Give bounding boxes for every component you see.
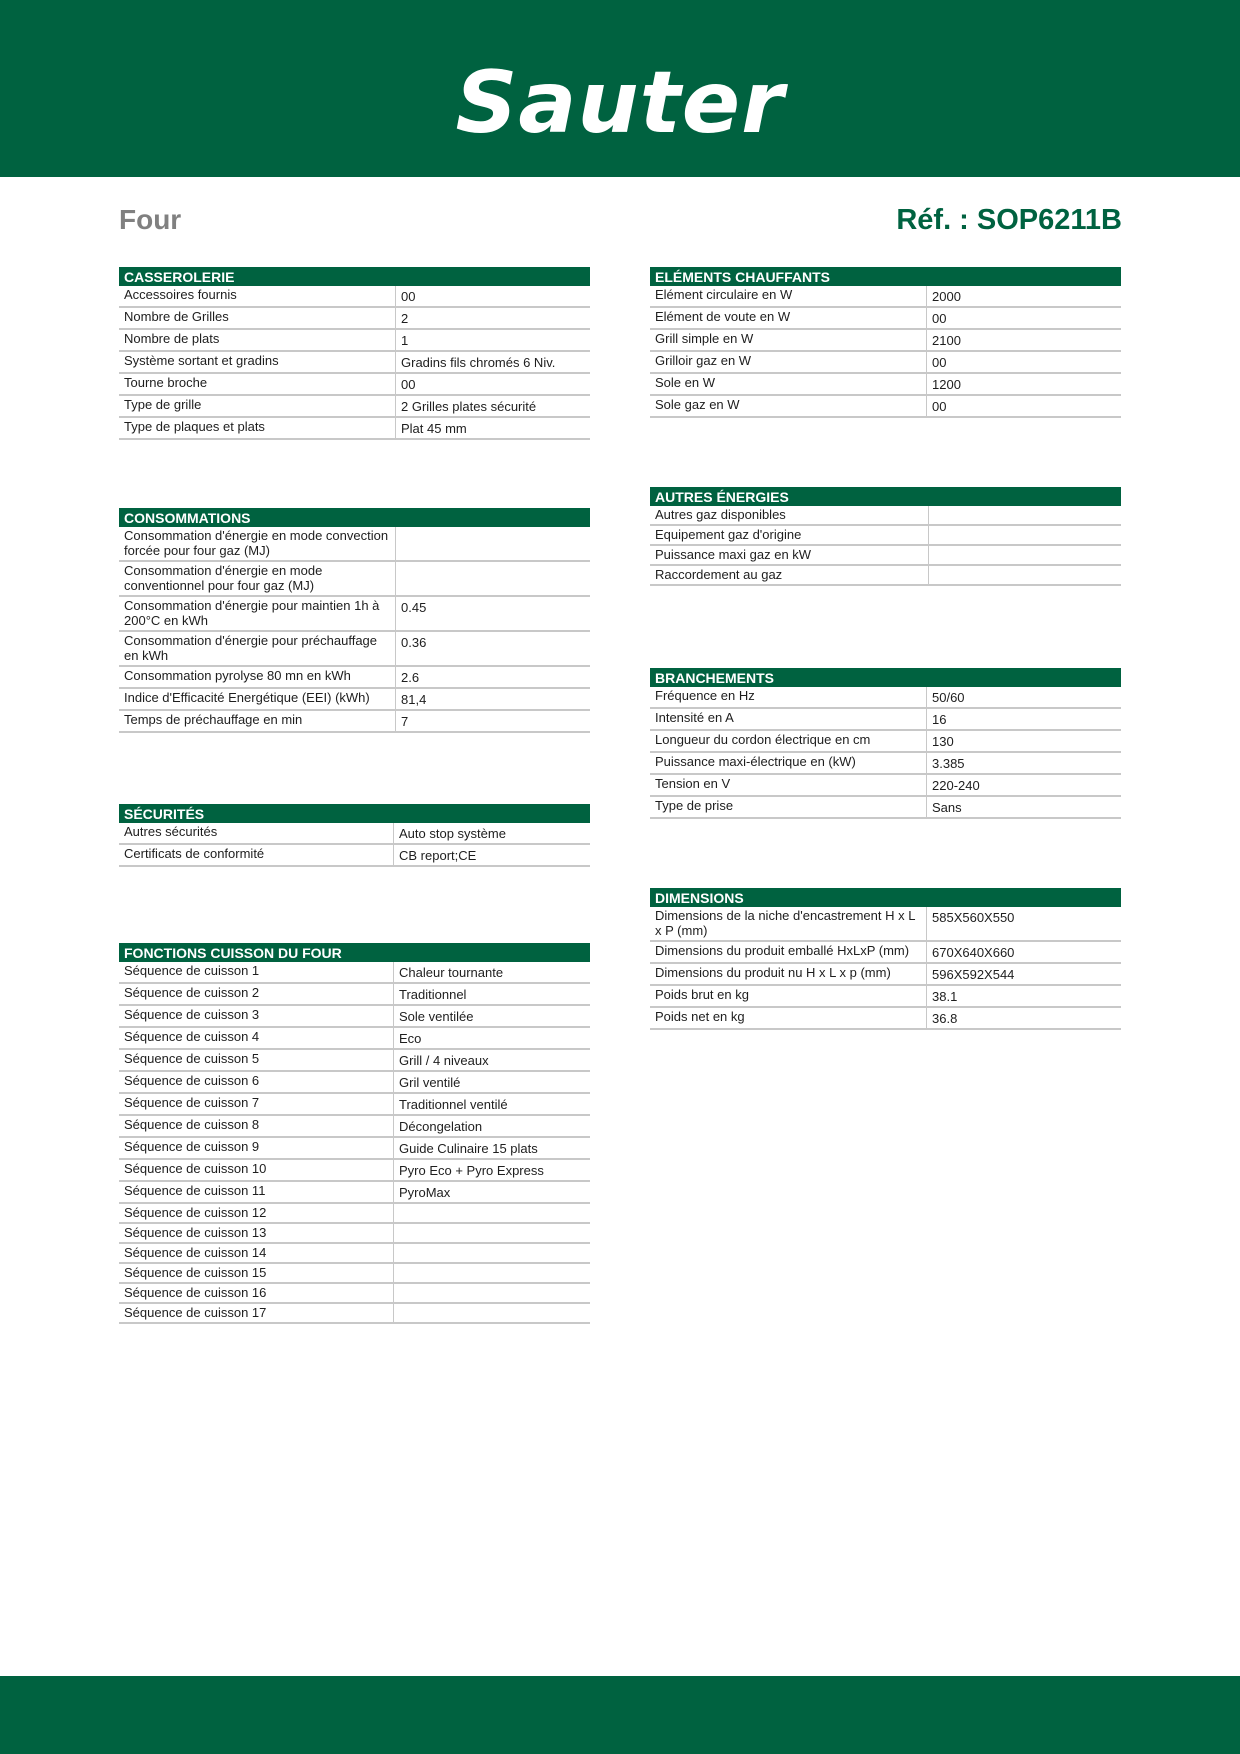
spec-label: Séquence de cuisson 17 [119, 1303, 394, 1323]
spec-value [929, 565, 1122, 585]
spec-value [394, 1283, 591, 1303]
spec-table [650, 506, 1121, 586]
spec-label: Tension en V [650, 774, 927, 796]
spec-table [650, 687, 1121, 819]
spec-value [396, 561, 591, 596]
spec-row [650, 525, 1121, 545]
spec-value: 585X560X550 [927, 907, 1122, 941]
spec-value: 7 [396, 710, 591, 732]
spec-row [119, 666, 590, 688]
spec-row [650, 565, 1121, 585]
spec-label: Autres sécurités [119, 823, 394, 844]
spec-row [119, 844, 590, 866]
spec-value [929, 525, 1122, 545]
spec-value: 1 [396, 329, 591, 351]
spec-label: Intensité en A [650, 708, 927, 730]
spec-label: Séquence de cuisson 9 [119, 1137, 394, 1159]
spec-row [119, 307, 590, 329]
spec-label: Consommation d'énergie en mode conventionnel pour four gaz (MJ) [119, 561, 396, 596]
spec-label: Grilloir gaz en W [650, 351, 927, 373]
spec-row [650, 351, 1121, 373]
spec-row [650, 286, 1121, 307]
spec-value: 2.6 [396, 666, 591, 688]
spec-row [119, 688, 590, 710]
spec-table [119, 286, 590, 440]
spec-row [119, 1137, 590, 1159]
spec-value: Traditionnel ventilé [394, 1093, 591, 1115]
spec-row [650, 395, 1121, 417]
spec-value: Sans [927, 796, 1122, 818]
spec-label: Consommation d'énergie pour préchauffage en kWh [119, 631, 396, 666]
spec-row [650, 796, 1121, 818]
spec-row [119, 983, 590, 1005]
spec-table [119, 962, 590, 1324]
spec-row [650, 941, 1121, 963]
spec-row [119, 1181, 590, 1203]
spec-label: Temps de préchauffage en min [119, 710, 396, 732]
spec-value: 38.1 [927, 985, 1122, 1007]
spec-label: Séquence de cuisson 6 [119, 1071, 394, 1093]
spec-value: 81,4 [396, 688, 591, 710]
spec-row [650, 774, 1121, 796]
spec-label: Séquence de cuisson 13 [119, 1223, 394, 1243]
spec-row [650, 963, 1121, 985]
spec-value: 2 Grilles plates sécurité [396, 395, 591, 417]
spec-row [119, 395, 590, 417]
spec-row [119, 823, 590, 844]
spec-value: 220-240 [927, 774, 1122, 796]
spec-row [119, 561, 590, 596]
spec-value: 16 [927, 708, 1122, 730]
spec-value: Pyro Eco + Pyro Express [394, 1159, 591, 1181]
spec-value: Guide Culinaire 15 plats [394, 1137, 591, 1159]
spec-label: Autres gaz disponibles [650, 506, 929, 525]
spec-value: 36.8 [927, 1007, 1122, 1029]
spec-row [119, 631, 590, 666]
spec-label: Poids net en kg [650, 1007, 927, 1029]
spec-label: Sole gaz en W [650, 395, 927, 417]
spec-row [119, 962, 590, 983]
spec-label: Indice d'Efficacité Energétique (EEI) (kWh) [119, 688, 396, 710]
section-title: AUTRES ÉNERGIES [650, 487, 1121, 506]
spec-table [650, 907, 1121, 1030]
section-title: CASSEROLERIE [119, 267, 590, 286]
spec-row [119, 1071, 590, 1093]
spec-label: Equipement gaz d'origine [650, 525, 929, 545]
spec-row [650, 687, 1121, 708]
spec-row [650, 307, 1121, 329]
spec-table [650, 286, 1121, 418]
spec-value: 00 [396, 373, 591, 395]
section-branchements [650, 668, 1121, 819]
spec-label: Séquence de cuisson 11 [119, 1181, 394, 1203]
spec-label: Séquence de cuisson 10 [119, 1159, 394, 1181]
spec-row [119, 1049, 590, 1071]
spec-value: 130 [927, 730, 1122, 752]
section-autres-energies [650, 487, 1121, 586]
spec-value [929, 506, 1122, 525]
spec-row [650, 752, 1121, 774]
spec-row [119, 373, 590, 395]
spec-value: Sole ventilée [394, 1005, 591, 1027]
spec-row [119, 286, 590, 307]
spec-value: 2100 [927, 329, 1122, 351]
spec-label: Elément de voute en W [650, 307, 927, 329]
section-elements-chauffants [650, 267, 1121, 418]
page-title: Four [119, 204, 182, 235]
spec-row [650, 1007, 1121, 1029]
spec-label: Elément circulaire en W [650, 286, 927, 307]
spec-value [394, 1263, 591, 1283]
spec-label: Accessoires fournis [119, 286, 396, 307]
spec-label: Dimensions de la niche d'encastrement H x L x P (mm) [650, 907, 927, 941]
spec-label: Séquence de cuisson 3 [119, 1005, 394, 1027]
spec-row [119, 1159, 590, 1181]
spec-label: Séquence de cuisson 7 [119, 1093, 394, 1115]
spec-label: Type de plaques et plats [119, 417, 396, 439]
spec-row [119, 329, 590, 351]
spec-row [119, 1027, 590, 1049]
spec-value [394, 1243, 591, 1263]
spec-value: Gradins fils chromés 6 Niv. [396, 351, 591, 373]
spec-value [396, 527, 591, 561]
spec-value: 00 [927, 395, 1122, 417]
spec-label: Sole en W [650, 373, 927, 395]
footer-band [0, 1676, 1240, 1754]
spec-value [394, 1223, 591, 1243]
spec-label: Consommation pyrolyse 80 mn en kWh [119, 666, 396, 688]
spec-row [119, 1303, 590, 1323]
spec-row [650, 708, 1121, 730]
spec-value: 670X640X660 [927, 941, 1122, 963]
spec-label: Séquence de cuisson 2 [119, 983, 394, 1005]
spec-label: Dimensions du produit emballé HxLxP (mm) [650, 941, 927, 963]
spec-label: Puissance maxi-électrique en (kW) [650, 752, 927, 774]
spec-row [119, 710, 590, 732]
section-title: CONSOMMATIONS [119, 508, 590, 527]
spec-value: 3.385 [927, 752, 1122, 774]
spec-row [119, 1223, 590, 1243]
spec-value: 50/60 [927, 687, 1122, 708]
spec-label: Séquence de cuisson 15 [119, 1263, 394, 1283]
spec-value [394, 1303, 591, 1323]
spec-value: Plat 45 mm [396, 417, 591, 439]
spec-label: Raccordement au gaz [650, 565, 929, 585]
spec-label: Séquence de cuisson 1 [119, 962, 394, 983]
section-title: FONCTIONS CUISSON DU FOUR [119, 943, 590, 962]
spec-label: Poids brut en kg [650, 985, 927, 1007]
spec-table [119, 823, 590, 867]
spec-value: Chaleur tournante [394, 962, 591, 983]
spec-label: Système sortant et gradins [119, 351, 396, 373]
spec-value: Traditionnel [394, 983, 591, 1005]
spec-label: Séquence de cuisson 4 [119, 1027, 394, 1049]
section-dimensions [650, 888, 1121, 1030]
spec-row [119, 351, 590, 373]
spec-label: Type de prise [650, 796, 927, 818]
spec-label: Grill simple en W [650, 329, 927, 351]
spec-label: Type de grille [119, 395, 396, 417]
spec-value: Gril ventilé [394, 1071, 591, 1093]
spec-row [650, 506, 1121, 525]
spec-label: Séquence de cuisson 16 [119, 1283, 394, 1303]
spec-value: 00 [927, 307, 1122, 329]
spec-label: Séquence de cuisson 8 [119, 1115, 394, 1137]
spec-row [119, 1203, 590, 1223]
spec-value: 2 [396, 307, 591, 329]
spec-label: Nombre de plats [119, 329, 396, 351]
spec-label: Longueur du cordon électrique en cm [650, 730, 927, 752]
spec-label: Nombre de Grilles [119, 307, 396, 329]
spec-label: Certificats de conformité [119, 844, 394, 866]
spec-row [119, 1005, 590, 1027]
section-consommations [119, 508, 590, 733]
spec-label: Consommation d'énergie pour maintien 1h à 200°C en kWh [119, 596, 396, 631]
spec-value: 0.36 [396, 631, 591, 666]
spec-row [119, 1093, 590, 1115]
spec-row [650, 545, 1121, 565]
section-securites [119, 804, 590, 867]
section-title: ELÉMENTS CHAUFFANTS [650, 267, 1121, 286]
spec-row [650, 329, 1121, 351]
spec-row [119, 527, 590, 561]
spec-value: Auto stop système [394, 823, 591, 844]
spec-row [650, 373, 1121, 395]
spec-value: 00 [396, 286, 591, 307]
spec-value: Eco [394, 1027, 591, 1049]
spec-row [119, 1263, 590, 1283]
spec-value: 2000 [927, 286, 1122, 307]
brand-logo: Sauter [455, 53, 785, 153]
section-title: BRANCHEMENTS [650, 668, 1121, 687]
spec-label: Séquence de cuisson 12 [119, 1203, 394, 1223]
spec-value: Grill / 4 niveaux [394, 1049, 591, 1071]
spec-label: Séquence de cuisson 5 [119, 1049, 394, 1071]
spec-value: PyroMax [394, 1181, 591, 1203]
spec-row [119, 1283, 590, 1303]
spec-label: Séquence de cuisson 14 [119, 1243, 394, 1263]
spec-label: Fréquence en Hz [650, 687, 927, 708]
spec-value: 00 [927, 351, 1122, 373]
spec-label: Consommation d'énergie en mode convection forcée pour four gaz (MJ) [119, 527, 396, 561]
spec-row [119, 417, 590, 439]
product-reference: Réf. : SOP6211B [896, 204, 1122, 236]
spec-value: Décongelation [394, 1115, 591, 1137]
spec-value: 0.45 [396, 596, 591, 631]
spec-row [119, 1115, 590, 1137]
spec-row [650, 907, 1121, 941]
spec-label: Dimensions du produit nu H x L x p (mm) [650, 963, 927, 985]
section-title: SÉCURITÉS [119, 804, 590, 823]
spec-value [394, 1203, 591, 1223]
spec-value [929, 545, 1122, 565]
spec-row [650, 985, 1121, 1007]
spec-table [119, 527, 590, 733]
spec-row [119, 1243, 590, 1263]
section-fonctions-cuisson [119, 943, 590, 1324]
spec-label: Tourne broche [119, 373, 396, 395]
spec-row [119, 596, 590, 631]
spec-value: CB report;CE [394, 844, 591, 866]
spec-value: 1200 [927, 373, 1122, 395]
spec-value: 596X592X544 [927, 963, 1122, 985]
spec-row [650, 730, 1121, 752]
section-title: DIMENSIONS [650, 888, 1121, 907]
spec-label: Puissance maxi gaz en kW [650, 545, 929, 565]
section-casserolerie [119, 267, 590, 440]
